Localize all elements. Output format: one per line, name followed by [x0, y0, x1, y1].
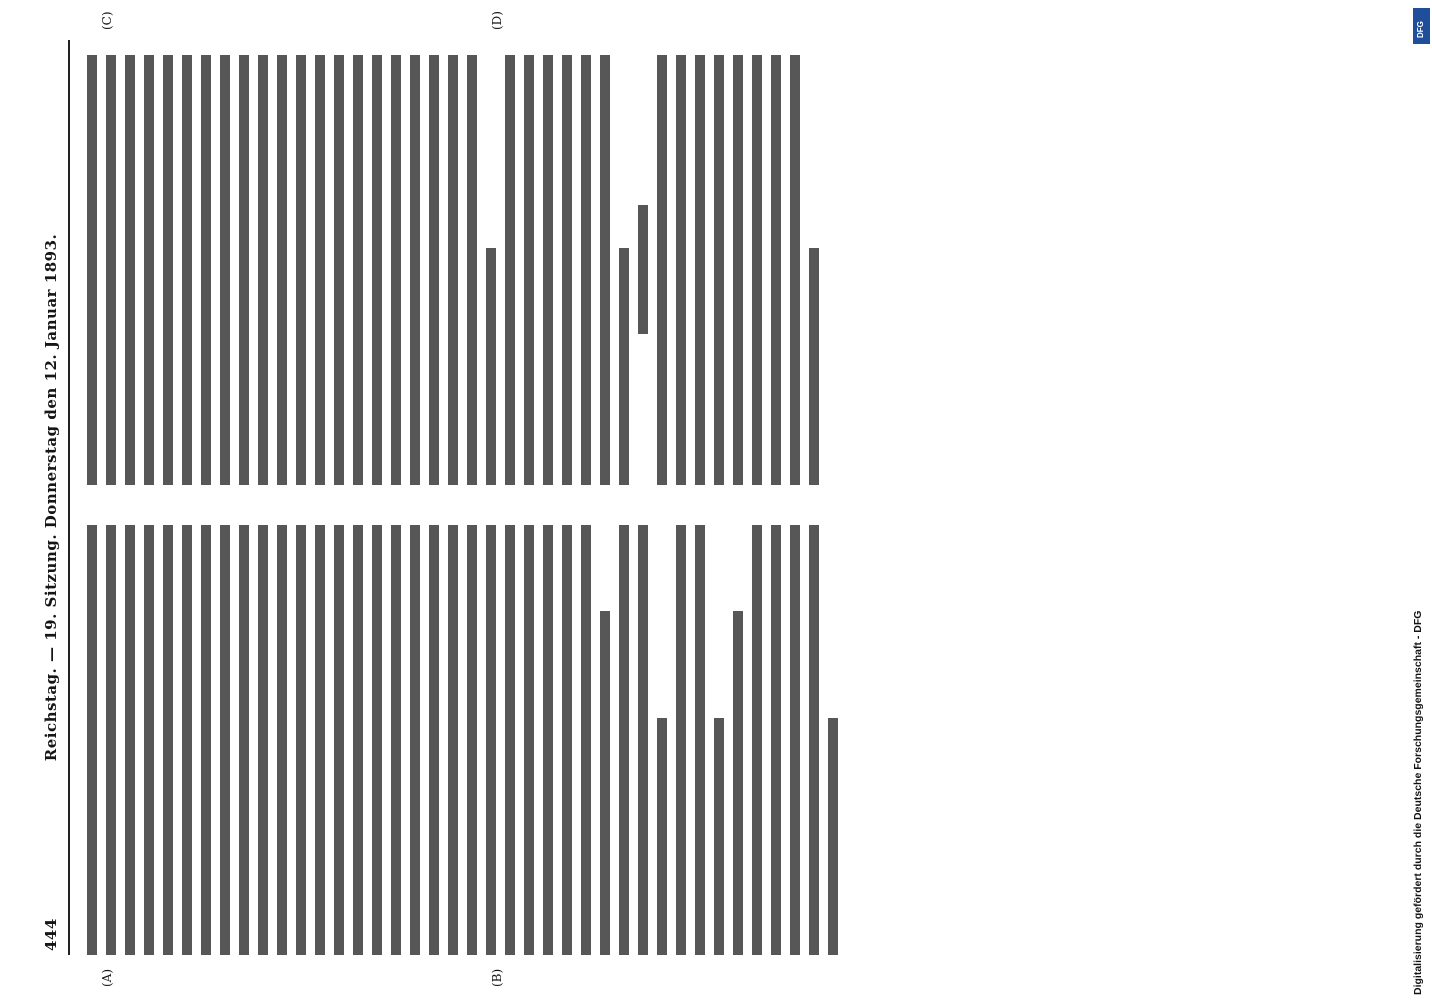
page-title: Reichstag. — 19. Sitzung. Donnerstag den 12. Januar 1893. — [42, 233, 60, 762]
digitization-credit: Digitalisierung gefördert durch die Deutsche Forschungsgemeinschaft - DFG — [1412, 610, 1424, 995]
margin-marker-c: (C) — [100, 11, 114, 30]
margin-marker-b: (B) — [490, 968, 504, 987]
document-page — [40, 11, 870, 987]
margin-marker-a: (A) — [100, 968, 114, 987]
header-rule — [68, 40, 70, 955]
text-column-left — [78, 525, 868, 955]
text-column-right — [78, 55, 868, 485]
dfg-logo — [1413, 8, 1430, 44]
dfg-logo-text: DFG — [1416, 21, 1425, 38]
margin-marker-d: (D) — [490, 11, 504, 30]
page-number: 444 — [42, 918, 60, 951]
running-header — [40, 40, 66, 955]
digitization-sidebar — [1410, 0, 1432, 1000]
